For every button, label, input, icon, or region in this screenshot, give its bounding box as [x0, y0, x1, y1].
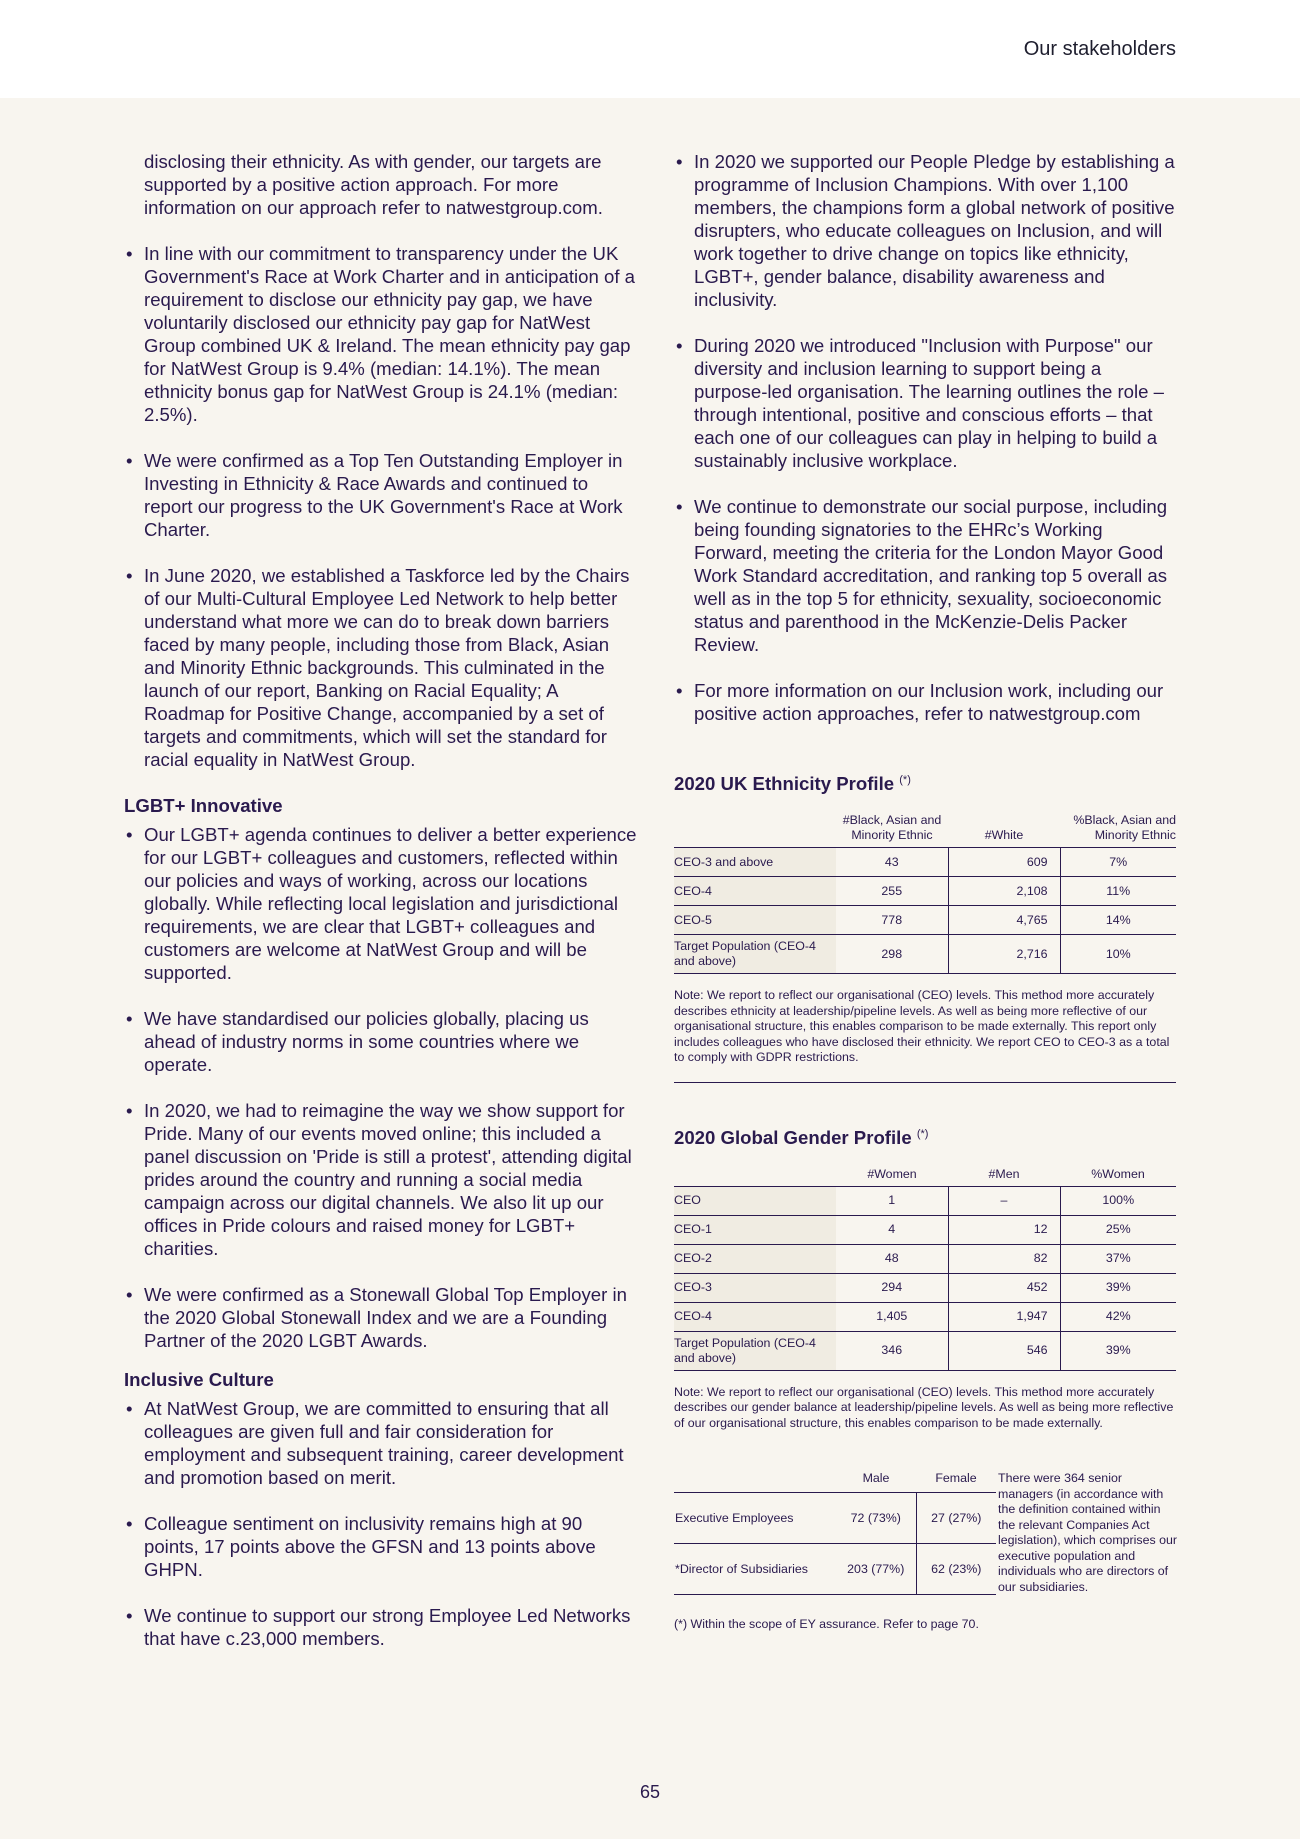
row-label: Target Population (CEO-4 and above): [674, 1331, 836, 1370]
ethnicity-table: [674, 813, 1176, 974]
table-row: [674, 877, 1176, 906]
list-item: • At NatWest Group, we are committed to ensuring that all colleagues are given full and fair consideration for employment and subsequent training, career development and promotion based on merit.: [124, 1397, 640, 1489]
table-cell: 48: [836, 1244, 948, 1273]
column-header: Female: [935, 1471, 977, 1486]
senior-managers-note: There were 364 senior managers (in accordance with the definition contained within the relevant Companies Act legislation), which comprises our executive population and individuals who are directors of our subsidiaries.: [998, 1471, 1178, 1594]
table-cell: 778: [836, 906, 948, 935]
table-cell: 12: [948, 1215, 1060, 1244]
gender-table: [674, 1167, 1176, 1371]
table-cell: 82: [948, 1244, 1060, 1273]
table-cell: 1,405: [836, 1302, 948, 1331]
table-cell: –: [948, 1186, 1060, 1215]
table-cell: 10%: [1060, 935, 1176, 974]
table-row: [674, 1493, 996, 1544]
column-header: #White: [984, 828, 1024, 843]
row-label: CEO: [674, 1186, 836, 1215]
table-cell: 72 (73%): [836, 1493, 916, 1544]
table-cell: 346: [836, 1331, 948, 1370]
left-column: [124, 150, 640, 1673]
culture-bullets: [124, 1397, 640, 1650]
table-cell: 4,765: [948, 906, 1060, 935]
gender-profile: [674, 1123, 1176, 1432]
list-item: • We have standardised our policies globally, placing us ahead of industry norms in some countries where we operate.: [124, 1007, 640, 1076]
table-cell: 39%: [1060, 1273, 1176, 1302]
list-item: • We continue to support our strong Employee Led Networks that have c.23,000 members.: [124, 1604, 640, 1650]
column-header: #Men: [988, 1166, 1020, 1181]
row-label: CEO-2: [674, 1244, 836, 1273]
row-label: CEO-3: [674, 1273, 836, 1302]
ethnicity-table-title: [674, 769, 1176, 795]
list-item: • Our LGBT+ agenda continues to deliver a better experience for our LGBT+ colleagues and customers, reflected within our policies and ways of working, across our locations globally. While reflecting local legislation and jurisdictional requirements, we are clear that LGBT+ colleagues and customers are welcome at NatWest Group and will be supported.: [124, 823, 640, 984]
table-cell: 4: [836, 1215, 948, 1244]
page-header: [0, 0, 1300, 98]
assurance-mark: (*): [916, 1127, 929, 1140]
section-title: Our stakeholders: [1023, 38, 1176, 60]
table-cell: 1: [836, 1186, 948, 1215]
table-cell: 1,947: [948, 1302, 1060, 1331]
ethnicity-note: Note: We report to reflect our organisational (CEO) levels. This method more accurately describes ethnicity at leadership/pipeline levels. As well as being more reflective of our organisational structure, this enables comparison to be made externally. This report only includes colleagues who have disclosed their ethnicity. We report CEO to CEO-3 as a total to comply with GDPR restrictions.: [674, 988, 1176, 1083]
table-cell: 39%: [1060, 1331, 1176, 1370]
table-cell: 37%: [1060, 1244, 1176, 1273]
table-row: [674, 1331, 1176, 1370]
table-cell: 609: [948, 848, 1060, 877]
table-title-text: 2020 UK Ethnicity Profile: [674, 773, 895, 795]
list-item: • We were confirmed as a Top Ten Outstanding Employer in Investing in Ethnicity & Race Awards and continued to report our progress to the UK Government's Race at Work Charter.: [124, 449, 640, 541]
table-cell: 298: [836, 935, 948, 974]
row-label: CEO-4: [674, 877, 836, 906]
row-label: CEO-5: [674, 906, 836, 935]
row-label: CEO-4: [674, 1302, 836, 1331]
header-blank: [674, 813, 836, 848]
table-cell: 294: [836, 1273, 948, 1302]
table-row: [674, 848, 1176, 877]
column-header: #Black, Asian and Minority Ethnic: [842, 813, 942, 843]
header-blank: [674, 1167, 836, 1187]
table-title-text: 2020 Global Gender Profile: [674, 1126, 912, 1148]
table-cell: 43: [836, 848, 948, 877]
table-cell: 203 (77%): [836, 1544, 916, 1595]
culture-heading: Inclusive Culture: [124, 1369, 274, 1390]
table-row: [674, 906, 1176, 935]
list-item: • We continue to demonstrate our social purpose, including being founding signatories to the EHRc’s Working Forward, meeting the criteria for the London Mayor Good Work Standard accreditation, and ranking top 5 overall as well as in the top 5 for ethnicity, sexuality, socioeconomic status and parenthood in the McKenzie-Delis Packer Review.: [674, 495, 1176, 656]
table-row: [674, 935, 1176, 974]
table-cell: 25%: [1060, 1215, 1176, 1244]
assurance-mark: (*): [899, 774, 911, 786]
list-item: • In 2020, we had to reimagine the way we show support for Pride. Many of our events moved online; this included a panel discussion on 'Pride is still a protest', attending digital prides around the country and running a social media campaign across our digital channels. We also lit up our offices in Pride colours and raised money for LGBT+ charities.: [124, 1099, 640, 1260]
column-header: %Women: [1091, 1166, 1145, 1181]
table-cell: 255: [836, 877, 948, 906]
lgbt-heading: LGBT+ Innovative: [124, 795, 283, 816]
row-label: *Director of Subsidiaries: [674, 1544, 836, 1595]
column-header: Male: [862, 1471, 890, 1486]
table-cell: 11%: [1060, 877, 1176, 906]
table-row: [674, 1302, 1176, 1331]
table-cell: 7%: [1060, 848, 1176, 877]
ethnicity-bullets: [124, 242, 640, 771]
table-cell: 62 (23%): [916, 1544, 996, 1595]
ethnicity-profile: [674, 769, 1176, 1083]
table-cell: 2,716: [948, 935, 1060, 974]
gender-note: Note: We report to reflect our organisational (CEO) levels. This method more accurately describes our gender balance at leadership/pipeline levels. As well as being more reflective of our organisational structure, this enables comparison to be made externally.: [674, 1384, 1174, 1430]
list-item: • For more information on our Inclusion work, including our positive action approaches, refer to natwestgroup.com: [674, 679, 1176, 725]
row-label: CEO-3 and above: [674, 848, 836, 877]
table-cell: 2,108: [948, 877, 1060, 906]
table-row: [674, 1215, 1176, 1244]
list-item: • We were confirmed as a Stonewall Global Top Employer in the 2020 Global Stonewall Index and we are a Founding Partner of the 2020 LGBT Awards.: [124, 1283, 640, 1352]
lgbt-bullets: [124, 823, 640, 1352]
row-label: Target Population (CEO-4 and above): [674, 935, 836, 974]
list-item: • In 2020 we supported our People Pledge by establishing a programme of Inclusion Champions. With over 1,100 members, the champions form a global network of positive disrupters, who educate colleagues on Inclusion, and will work together to drive change on topics like ethnicity, LGBT+, gender balance, disability awareness and inclusivity.: [674, 150, 1176, 311]
assurance-note: (*) Within the scope of EY assurance. Refer to page 70.: [674, 1617, 979, 1632]
table-cell: 27 (27%): [916, 1493, 996, 1544]
gender-table-title: [674, 1123, 1176, 1149]
senior-managers-table: [674, 1471, 996, 1595]
list-item: • In line with our commitment to transparency under the UK Government's Race at Work Charter and in anticipation of a requirement to disclose our ethnicity pay gap, we have voluntarily disclosed our ethnicity pay gap for NatWest Group combined UK & Ireland. The mean ethnicity pay gap for NatWest Group is 9.4% (median: 14.1%). The mean ethnicity bonus gap for NatWest Group is 24.1% (median: 2.5%).: [124, 242, 640, 426]
table-cell: 452: [948, 1273, 1060, 1302]
header-blank: [674, 1471, 836, 1493]
table-cell: 100%: [1060, 1186, 1176, 1215]
table-cell: 42%: [1060, 1302, 1176, 1331]
list-item: • During 2020 we introduced "Inclusion with Purpose" our diversity and inclusion learning to support being a purpose-led organisation. The learning outlines the role – through intentional, positive and conscious efforts – that each one of our colleagues can play in helping to build a sustainably inclusive workplace.: [674, 334, 1176, 472]
continued-paragraph: disclosing their ethnicity. As with gender, our targets are supported by a positive action approach. For more information on our approach refer to natwestgroup.com.: [144, 151, 603, 218]
inclusion-bullets: [674, 150, 1176, 725]
list-item: • In June 2020, we established a Taskforce led by the Chairs of our Multi-Cultural Employee Led Network to help better understand what more we can do to break down barriers faced by many people, including those from Black, Asian and Minority Ethnic backgrounds. This culminated in the launch of our report, Banking on Racial Equality; A Roadmap for Positive Change, accompanied by a set of targets and commitments, which will set the standard for racial equality in NatWest Group.: [124, 564, 640, 771]
column-header: %Black, Asian and Minority Ethnic: [1073, 813, 1176, 843]
right-column: [674, 150, 1176, 1636]
senior-managers: [674, 1471, 1176, 1636]
table-row: [674, 1244, 1176, 1273]
table-row: [674, 1273, 1176, 1302]
page-number: 65: [639, 1782, 661, 1802]
column-header: #Women: [867, 1166, 917, 1181]
table-row: [674, 1544, 996, 1595]
row-label: CEO-1: [674, 1215, 836, 1244]
list-item: • Colleague sentiment on inclusivity remains high at 90 points, 17 points above the GFSN and 13 points above GHPN.: [124, 1512, 640, 1581]
table-row: [674, 1186, 1176, 1215]
table-cell: 14%: [1060, 906, 1176, 935]
row-label: Executive Employees: [674, 1493, 836, 1544]
table-cell: 546: [948, 1331, 1060, 1370]
